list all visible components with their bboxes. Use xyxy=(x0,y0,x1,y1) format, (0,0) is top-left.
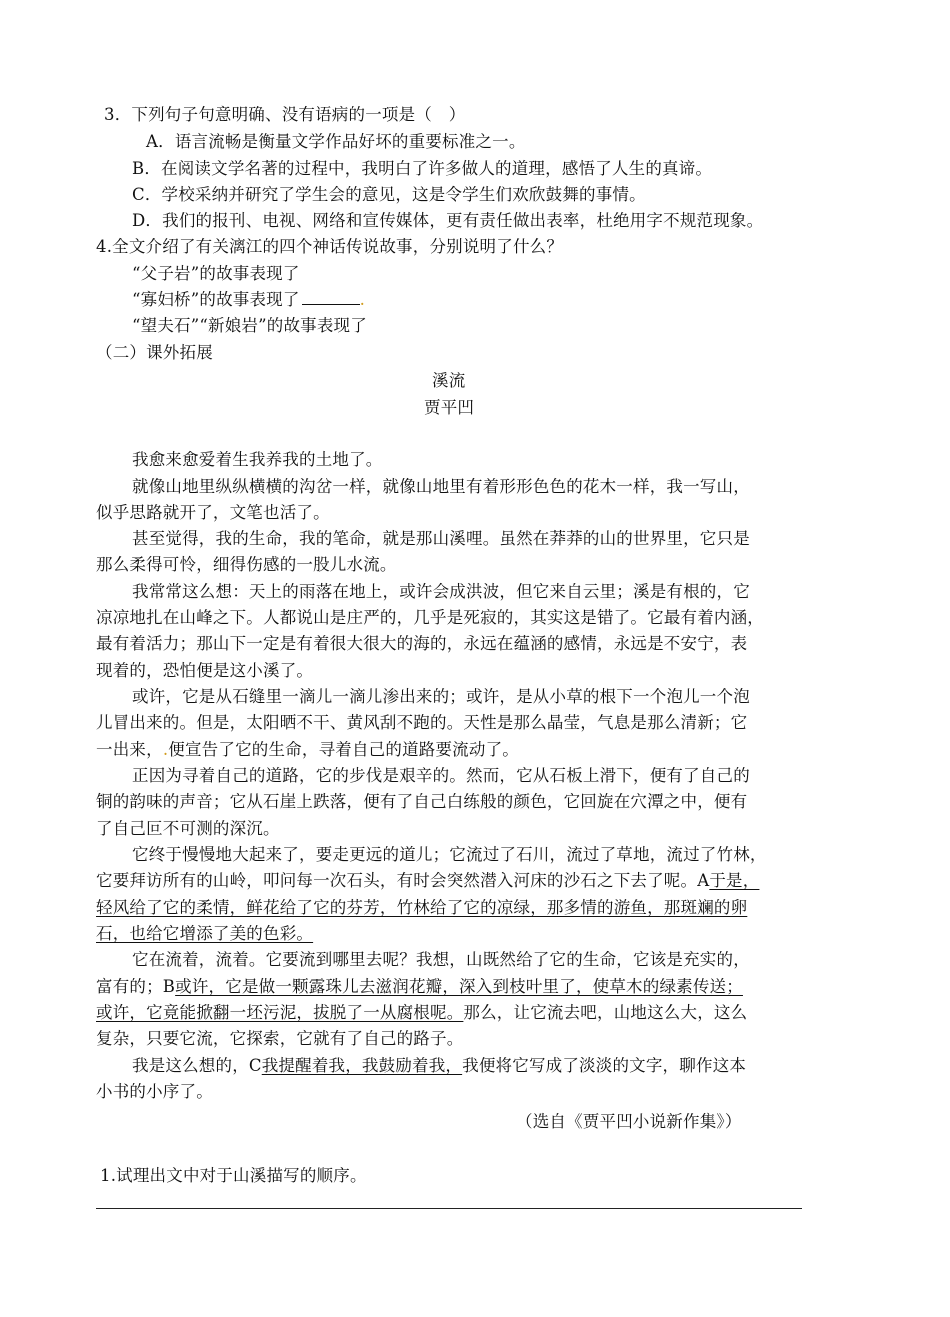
question-4-line-2-text: “寡妇桥”的故事表现了 xyxy=(132,290,300,309)
article-text: 我是这么想的，C xyxy=(132,1056,262,1075)
article-text: 富有的；B xyxy=(96,977,176,996)
question-3-option-d: D．我们的报刊、电视、网络和宣传媒体，更有责任做出表率，杜绝用字不规范现象。 xyxy=(132,211,764,230)
answer-line xyxy=(96,1208,802,1209)
article-line xyxy=(96,976,743,998)
section-heading: （二）课外拓展 xyxy=(96,343,213,362)
article-text: 便宣告了它的生命，寻着自己的道路要流动了。 xyxy=(168,740,519,759)
underlined-sentence-b: 或许，它是做一颗露珠儿去滋润花瓣，深入到枝叶里了，使草木的绿素传送； xyxy=(175,977,743,996)
article-line: 我常常这么想：天上的雨落在地上，或许会成洪波，但它来自云里；溪是有根的，它 xyxy=(132,582,750,601)
article-line: 凉凉地扎在山峰之下。人都说山是庄严的，几乎是死寂的，其实这是错了。它最有着内涵， xyxy=(96,608,764,627)
underlined-sentence-c: 我提醒着我，我鼓励着我， xyxy=(261,1056,463,1075)
question-3-stem: 3．下列句子句意明确、没有语病的一项是（ ） xyxy=(104,105,466,124)
article-author: 贾平凹 xyxy=(424,398,475,417)
article-line: 了自己叵不可测的深沉。 xyxy=(96,819,280,838)
article-text: 一出来， xyxy=(96,740,163,759)
article-line xyxy=(96,870,759,892)
article-line: 小书的小序了。 xyxy=(96,1082,213,1101)
article-line: 它在流着，流着。它要流到哪里去呢？我想，山既然给了它的生命，它该是充实的， xyxy=(132,950,750,969)
question-4-line-2 xyxy=(132,289,365,311)
question-4-line-1: “父子岩”的故事表现了 xyxy=(132,264,300,283)
article-line: 就像山地里纵纵横横的沟岔一样，就像山地里有着形形色色的花木一样，我一写山， xyxy=(132,477,750,496)
article-line: 最有着活力；那山下一定是有着很大很大的海的，永远在蕴涵的感情，永远是不安宁，表 xyxy=(96,634,748,653)
article-line: 它终于慢慢地大起来了，要走更远的道儿；它流过了石川，流过了草地，流过了竹林， xyxy=(132,845,767,864)
article-source: （选自《贾平凹小说新作集》） xyxy=(516,1112,742,1131)
article-line: 甚至觉得，我的生命，我的笔命，就是那山溪哩。虽然在莽莽的山的世界里，它只是 xyxy=(132,529,750,548)
answer-blank xyxy=(302,290,360,305)
question-3-option-b: B．在阅读文学名著的过程中，我明白了许多做人的道理，感悟了人生的真谛。 xyxy=(132,159,713,178)
article-line: 复杂，只要它流，它探索，它就有了自己的路子。 xyxy=(96,1029,464,1048)
article-line: 儿冒出来的。但是，太阳晒不干、黄风刮不跑的。天性是那么晶莹，气息是那么清新；它 xyxy=(96,713,748,732)
article-line xyxy=(132,1055,746,1077)
article-text: 我便将它写成了淡淡的文字，聊作这本 xyxy=(462,1056,747,1075)
article-line: 那么柔得可怜，细得伤感的一股儿水流。 xyxy=(96,555,397,574)
article-line: 似乎思路就开了，文笔也活了。 xyxy=(96,503,330,522)
underlined-sentence-a: 石，也给它增添了美的色彩。 xyxy=(96,924,314,943)
mark-dot: . xyxy=(359,290,366,309)
article-text: 那么，让它流去吧，山地这么大，这么 xyxy=(463,1003,748,1022)
question-4-line-3: “望夫石”“新娘岩”的故事表现了 xyxy=(132,316,367,335)
question-3-option-a: A．语言流畅是衡量文学作品好坏的重要标准之一。 xyxy=(146,132,526,151)
article-line: 铜的韵味的声音；它从石崖上跌落，便有了自己白练般的颜色，它回旋在穴潭之中，便有 xyxy=(96,792,748,811)
article-title: 溪流 xyxy=(432,371,466,390)
underlined-sentence-b: 或许，它竟能掀翻一坯污泥，拔脱了一从腐根呢。 xyxy=(96,1003,464,1022)
article-text: 它要拜访所有的山岭，叩问每一次石头，有时会突然潜入河床的沙石之下去了呢。A xyxy=(96,871,710,890)
article-line xyxy=(96,739,519,761)
question-4-stem: 4.全文介绍了有关漓江的四个神话传说故事，分别说明了什么？ xyxy=(96,237,564,256)
question-3-option-c: C．学校采纳并研究了学生会的意见，这是令学生们欢欣鼓舞的事情。 xyxy=(132,185,646,204)
article-line: 我愈来愈爱着生我养我的土地了。 xyxy=(132,450,383,469)
article-line: 正因为寻着自己的道路，它的步伐是艰辛的。然而，它从石板上滑下，便有了自己的 xyxy=(132,766,750,785)
article-line: 现着的，恐怕便是这小溪了。 xyxy=(96,661,314,680)
mark-dot: . xyxy=(162,740,169,759)
question-1-stem: 1.试理出文中对于山溪描写的顺序。 xyxy=(100,1166,367,1185)
article-line xyxy=(96,1002,747,1024)
article-line: 或许，它是从石缝里一滴儿一滴儿渗出来的；或许，是从小草的根下一个泡儿一个泡 xyxy=(132,687,750,706)
underlined-sentence-a: 轻风给了它的柔情，鲜花给了它的芬芳，竹林给了它的凉绿，那多情的游鱼，那斑斓的卵 xyxy=(96,898,748,917)
underlined-sentence-a: 于是， xyxy=(709,871,760,890)
